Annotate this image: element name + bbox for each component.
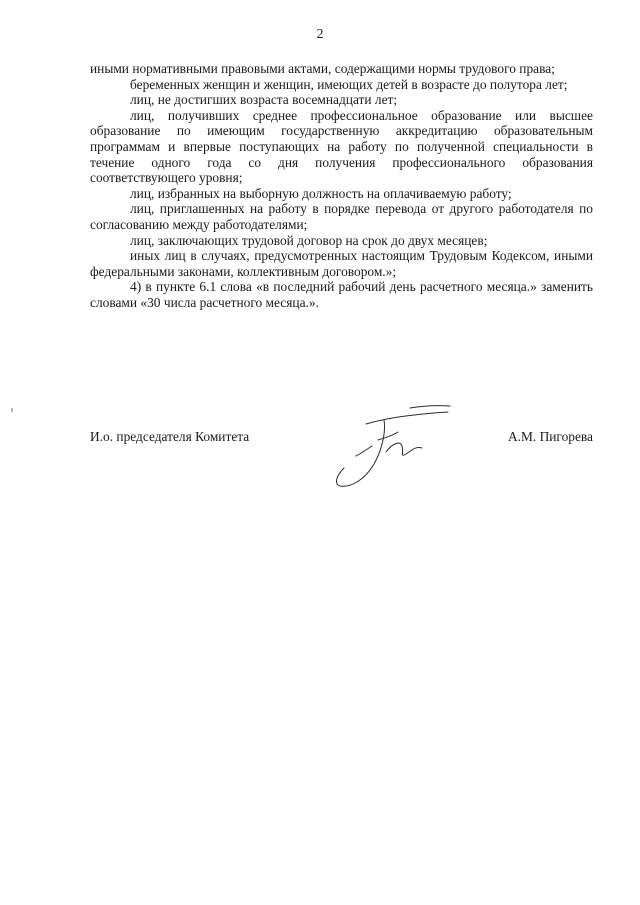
paragraph: иными нормативными правовыми актами, содержащими нормы трудового права; bbox=[90, 61, 555, 76]
paragraph: лиц, заключающих трудовой договор на срок до двух месяцев; bbox=[130, 232, 488, 248]
signature-icon bbox=[326, 402, 456, 497]
signer-name: А.М. Пигорева bbox=[507, 429, 593, 444]
scan-mark bbox=[11, 408, 13, 412]
document-body bbox=[90, 61, 593, 311]
paragraph: лиц, получивших среднее профессиональное образование или высшее образование по имеющим государственную аккредитацию образовательным программам и впервые поступающих на работу по полученной специальности в течение одного года со дня получения профессионального образования соответствующего уровня; bbox=[90, 107, 593, 186]
paragraph: лиц, избранных на выборную должность на оплачиваемую работу; bbox=[130, 185, 512, 201]
paragraph: беременных женщин и женщин, имеющих детей в возрасте до полутора лет; bbox=[130, 76, 568, 92]
paragraph: лиц, не достигших возраста восемнадцати лет; bbox=[130, 92, 398, 108]
paragraph: лиц, приглашенных на работу в порядке перевода от другого работодателя по согласованию между работодателями; bbox=[90, 201, 593, 232]
paragraph: 4) в пункте 6.1 слова «в последний рабочий день расчетного месяца.» заменить словами «30 числа расчетного месяца.». bbox=[90, 279, 593, 310]
page-number: 2 bbox=[316, 27, 324, 42]
paragraph: иных лиц в случаях, предусмотренных настоящим Трудовым Кодексом, иными федеральными законами, коллективным договором.»; bbox=[90, 248, 593, 279]
signer-title: И.о. председателя Комитета bbox=[90, 429, 250, 444]
